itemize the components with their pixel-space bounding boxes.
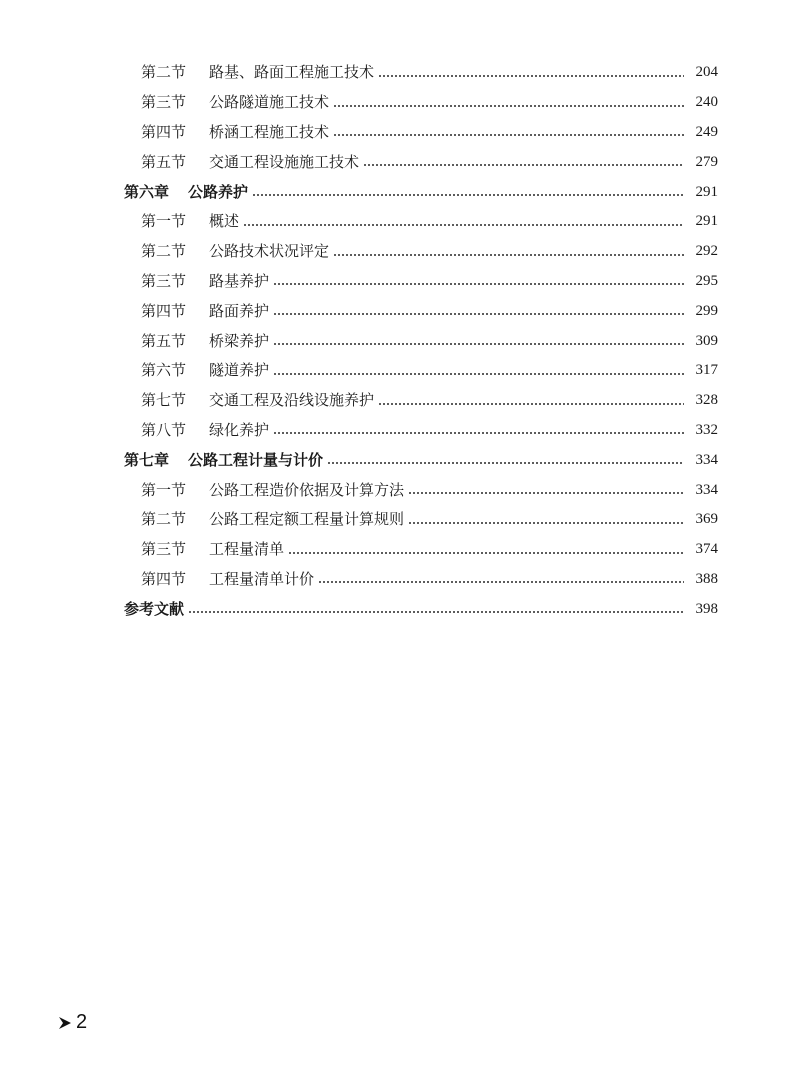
toc-entry-page: 332 [695, 421, 718, 438]
toc-entry-page: 295 [695, 272, 718, 289]
toc-entry[interactable] [0, 267, 790, 297]
toc-entry-page: 374 [695, 541, 718, 558]
toc-entry-page: 317 [695, 362, 718, 379]
toc-entry-number: 第四节 [141, 301, 187, 320]
toc-entry[interactable] [0, 296, 790, 326]
toc-entry[interactable] [0, 88, 790, 118]
arrow-right-icon [58, 1016, 72, 1030]
toc-entry-number: 第八节 [141, 420, 187, 439]
toc-entry[interactable] [0, 147, 790, 177]
toc-chapter-title: 公路工程计量与计价 [188, 450, 324, 469]
toc-entry-title: 公路工程定额工程量计算规则 [209, 510, 405, 529]
table-of-contents [0, 58, 790, 624]
toc-entry-number: 第三节 [141, 540, 187, 559]
dot-leader [288, 552, 684, 554]
dot-leader [363, 164, 684, 166]
toc-chapter[interactable] [0, 445, 790, 475]
toc-entry-title: 桥梁养护 [209, 331, 270, 350]
toc-entry-title: 公路技术状况评定 [209, 242, 330, 261]
toc-entry-title: 公路隧道施工技术 [209, 93, 330, 112]
toc-entry-number: 第二节 [141, 510, 187, 529]
toc-entry-page: 240 [695, 94, 718, 111]
dot-leader [273, 432, 684, 434]
dot-leader [273, 343, 684, 345]
toc-entry-title: 工程量清单计价 [209, 569, 315, 588]
toc-entry[interactable] [0, 416, 790, 446]
toc-entry-number: 第七节 [141, 391, 187, 410]
toc-entry-title: 公路工程造价依据及计算方法 [209, 480, 405, 499]
toc-chapter-number: 第七章 [124, 450, 170, 469]
toc-entry[interactable] [0, 326, 790, 356]
toc-entry-page: 334 [695, 481, 718, 498]
dot-leader [333, 134, 684, 136]
toc-entry-number: 第五节 [141, 331, 187, 350]
toc-entry-title: 隧道养护 [209, 361, 270, 380]
toc-entry-number: 第四节 [141, 569, 187, 588]
dot-leader [327, 462, 684, 464]
toc-chapter-number: 第六章 [124, 182, 170, 201]
dot-leader [333, 105, 684, 107]
toc-entry-title: 路基养护 [209, 271, 270, 290]
toc-entry-page: 249 [695, 123, 718, 140]
toc-entry-page: 291 [695, 213, 718, 230]
dot-leader [333, 254, 684, 256]
toc-entry-number: 第二节 [141, 242, 187, 261]
dot-leader [188, 611, 684, 613]
toc-entry-number: 第五节 [141, 152, 187, 171]
toc-entry-number: 第三节 [141, 271, 187, 290]
toc-entry-page: 369 [695, 511, 718, 528]
dot-leader [273, 283, 684, 285]
dot-leader [318, 581, 684, 583]
toc-entry[interactable] [0, 356, 790, 386]
toc-entry-title: 路面养护 [209, 301, 270, 320]
toc-entry-title: 桥涵工程施工技术 [209, 122, 330, 141]
toc-entry[interactable] [0, 207, 790, 237]
toc-chapter[interactable] [0, 177, 790, 207]
toc-entry-number: 第三节 [141, 93, 187, 112]
toc-chapter-page: 291 [695, 183, 718, 200]
toc-entry-page: 279 [695, 153, 718, 170]
toc-entry-number: 第二节 [141, 63, 187, 82]
toc-entry-number: 第六节 [141, 361, 187, 380]
toc-entry-title: 交通工程及沿线设施养护 [209, 391, 375, 410]
toc-entry-page: 388 [695, 570, 718, 587]
dot-leader [273, 313, 684, 315]
dot-leader [408, 522, 684, 524]
dot-leader [378, 75, 684, 77]
toc-entry-number: 第四节 [141, 122, 187, 141]
toc-entry[interactable] [0, 535, 790, 565]
toc-references[interactable] [0, 594, 790, 624]
dot-leader [408, 492, 684, 494]
toc-entry[interactable] [0, 475, 790, 505]
toc-entry[interactable] [0, 386, 790, 416]
toc-chapter-title: 公路养护 [188, 182, 249, 201]
page-footer [58, 1011, 87, 1034]
toc-entry-title: 路基、路面工程施工技术 [209, 63, 375, 82]
dot-leader [243, 224, 684, 226]
toc-entry-page: 328 [695, 392, 718, 409]
toc-entry-number: 第一节 [141, 212, 187, 231]
toc-references-page: 398 [695, 600, 718, 617]
dot-leader [273, 373, 684, 375]
page-number: 2 [76, 1011, 88, 1033]
toc-entry[interactable] [0, 237, 790, 267]
toc-entry-number: 第一节 [141, 480, 187, 499]
toc-entry[interactable] [0, 58, 790, 88]
toc-entry[interactable] [0, 565, 790, 595]
toc-chapter-page: 334 [695, 451, 718, 468]
dot-leader [252, 194, 684, 196]
toc-entry-page: 309 [695, 332, 718, 349]
dot-leader [378, 403, 684, 405]
toc-entry[interactable] [0, 505, 790, 535]
toc-entry-title: 工程量清单 [209, 540, 285, 559]
toc-entry-title: 概述 [209, 212, 240, 231]
toc-entry-page: 292 [695, 243, 718, 260]
toc-references-title: 参考文献 [124, 599, 185, 618]
toc-entry-title: 绿化养护 [209, 420, 270, 439]
toc-entry-title: 交通工程设施施工技术 [209, 152, 360, 171]
toc-entry-page: 204 [695, 64, 718, 81]
toc-entry[interactable] [0, 118, 790, 148]
toc-entry-page: 299 [695, 302, 718, 319]
